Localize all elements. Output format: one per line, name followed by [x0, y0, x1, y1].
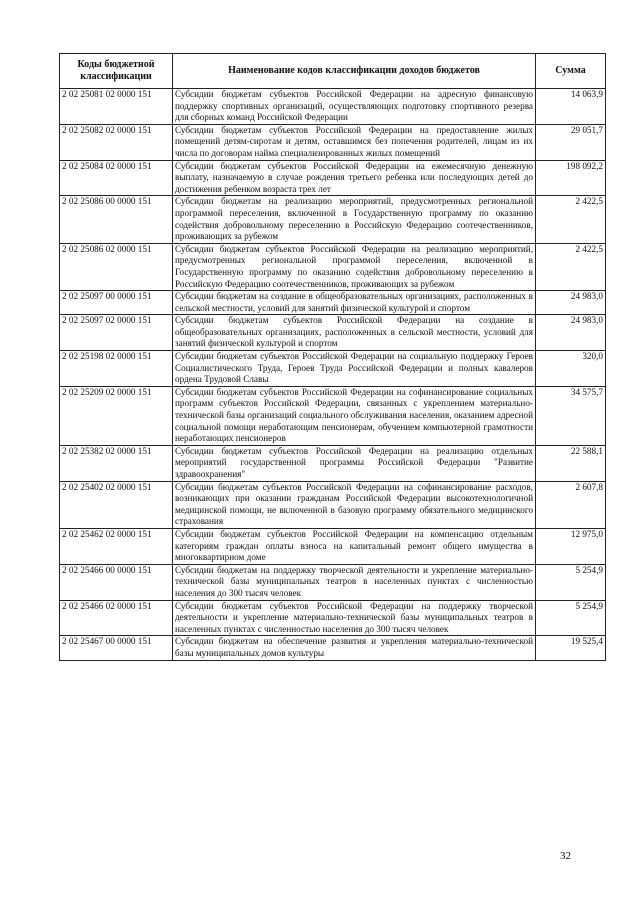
row-name: Субсидии бюджетам субъектов Российской Федерации на социальную поддержку Героев Социалистического Труда, Героев Труда Российской Федерации и полных кавалеров ордена Трудовой Славы [173, 351, 536, 387]
row-sum: 19 525,4 [536, 636, 606, 660]
table-row [60, 528, 606, 564]
row-name: Субсидии бюджетам на реализацию мероприятий, предусмотренных региональной программой переселения, включенной в Государственную программу по оказанию содействия добровольному переселению в Российскую Федерацию соотечественников, проживающих за рубежом [173, 196, 536, 243]
row-name: Субсидии бюджетам субъектов Российской Федерации на адресную финансовую поддержку спортивных организаций, осуществляющих подготовку спортивного резерва для сборных команд Российской Федерации [173, 89, 536, 125]
row-sum: 24 983,0 [536, 291, 606, 315]
table-row [60, 481, 606, 528]
row-code: 2 02 25198 02 0000 151 [60, 351, 173, 387]
table-row [60, 89, 606, 125]
row-sum: 34 575,7 [536, 386, 606, 445]
row-code: 2 02 25081 02 0000 151 [60, 89, 173, 125]
table-row [60, 445, 606, 481]
table-row [60, 196, 606, 243]
table-row [60, 351, 606, 387]
row-name: Субсидии бюджетам субъектов Российской Федерации на софинансирование расходов, возникающих при оказании гражданам Российской Федерации высокотехнологичной медицинской помощи, не включенной в базовую программу обязательного медицинского страхования [173, 481, 536, 528]
row-code: 2 02 25084 02 0000 151 [60, 160, 173, 196]
header-name: Наименование кодов классификации доходов бюджетов [173, 54, 536, 89]
revenue-classification-table [59, 53, 606, 661]
row-sum: 14 063,9 [536, 89, 606, 125]
row-sum: 5 254,9 [536, 600, 606, 636]
table-row [60, 636, 606, 660]
row-sum: 29 051,7 [536, 124, 606, 160]
row-name: Субсидии бюджетам субъектов Российской Федерации на предоставление жилых помещений детям-сиротам и детям, оставшимся без попечения родителей, лицам из их числа по договорам найма специализированных жилых помещений [173, 124, 536, 160]
row-code: 2 02 25382 02 0000 151 [60, 445, 173, 481]
row-sum: 2 422,5 [536, 196, 606, 243]
row-code: 2 02 25402 02 0000 151 [60, 481, 173, 528]
page-number: 32 [560, 850, 571, 862]
row-sum: 320,0 [536, 351, 606, 387]
row-code: 2 02 25097 00 0000 151 [60, 291, 173, 315]
table-header-row [60, 54, 606, 89]
table-row [60, 386, 606, 445]
row-code: 2 02 25462 02 0000 151 [60, 528, 173, 564]
header-sum: Сумма [536, 54, 606, 89]
table-row [60, 160, 606, 196]
row-sum: 2 607,8 [536, 481, 606, 528]
row-code: 2 02 25209 02 0000 151 [60, 386, 173, 445]
row-code: 2 02 25086 02 0000 151 [60, 243, 173, 290]
row-name: Субсидии бюджетам субъектов Российской Федерации на поддержку творческой деятельности и укрепление материально-технической базы муниципальных театров в населенных пунктах с численностью населения до 300 тысяч человек [173, 600, 536, 636]
row-sum: 2 422,5 [536, 243, 606, 290]
row-name: Субсидии бюджетам субъектов Российской Федерации на реализацию отдельных мероприятий государственной программы Российской Федерации "Развитие здравоохранения" [173, 445, 536, 481]
row-sum: 22 588,1 [536, 445, 606, 481]
row-name: Субсидии бюджетам на создание в общеобразовательных организациях, расположенных в сельской местности, условий для занятий физической культурой и спортом [173, 291, 536, 315]
row-code: 2 02 25466 00 0000 151 [60, 564, 173, 600]
row-name: Субсидии бюджетам субъектов Российской Федерации на ежемесячную денежную выплату, назначаемую в случае рождения третьего ребенка или последующих детей до достижения ребенком возраста трех лет [173, 160, 536, 196]
row-name: Субсидии бюджетам субъектов Российской Федерации на компенсацию отдельным категориям граждан оплаты взноса на капитальный ремонт общего имущества в многоквартирном доме [173, 528, 536, 564]
table-row [60, 315, 606, 351]
row-name: Субсидии бюджетам субъектов Российской Федерации на софинансирование социальных программ субъектов Российской Федерации, связанных с укреплением материально-технической базы организаций социального обслуживания населения, оказанием адресной социальной помощи неработающим пенсионерам, обучением компьютерной грамотности неработающих пенсионеров [173, 386, 536, 445]
row-name: Субсидии бюджетам субъектов Российской Федерации на создание в общеобразовательных организациях, расположенных в сельской местности, условий для занятий физической культурой и спортом [173, 315, 536, 351]
table-row [60, 291, 606, 315]
row-sum: 12 975,0 [536, 528, 606, 564]
row-name: Субсидии бюджетам субъектов Российской Федерации на реализацию мероприятий, предусмотренных региональной программой переселения, включенной в Государственную программу по оказанию содействия добровольному переселению в Российскую Федерацию соотечественников, проживающих за рубежом [173, 243, 536, 290]
row-name: Субсидии бюджетам на обеспечение развития и укрепления материально-технической базы муниципальных домов культуры [173, 636, 536, 660]
row-code: 2 02 25086 00 0000 151 [60, 196, 173, 243]
row-sum: 5 254,9 [536, 564, 606, 600]
row-code: 2 02 25082 02 0000 151 [60, 124, 173, 160]
row-code: 2 02 25466 02 0000 151 [60, 600, 173, 636]
table-row [60, 243, 606, 290]
table-body [60, 89, 606, 661]
table-row [60, 564, 606, 600]
table-row [60, 124, 606, 160]
row-name: Субсидии бюджетам на поддержку творческой деятельности и укрепление материально-технической базы муниципальных театров в населенных пунктах с численностью населения до 300 тысяч человек [173, 564, 536, 600]
header-code: Коды бюджетной классификации [60, 54, 173, 89]
row-sum: 198 092,2 [536, 160, 606, 196]
row-sum: 24 983,0 [536, 315, 606, 351]
table-row [60, 600, 606, 636]
row-code: 2 02 25097 02 0000 151 [60, 315, 173, 351]
row-code: 2 02 25467 00 0000 151 [60, 636, 173, 660]
